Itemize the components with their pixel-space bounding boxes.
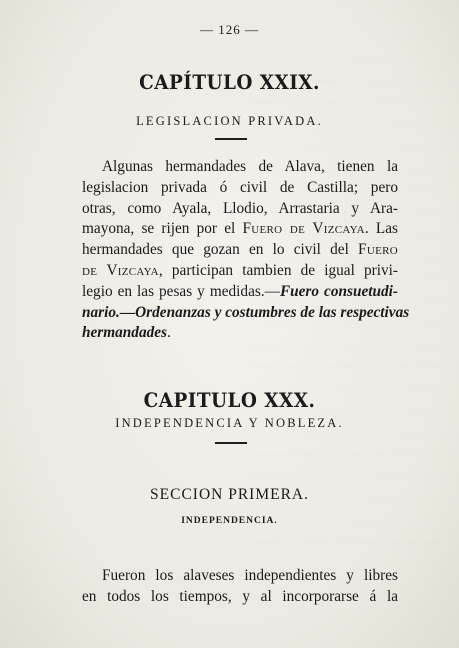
chapter-title-30: CAPITULO XXX. xyxy=(143,388,316,412)
text-span: legio en las pesas y medidas.— xyxy=(82,282,280,300)
text-span: , participan tambien de igual privi- xyxy=(158,261,398,279)
text-line xyxy=(82,240,398,261)
chapter-title-29: CAPÍTULO XXIX. xyxy=(139,70,320,94)
text-line xyxy=(82,178,398,199)
text-line xyxy=(82,261,398,282)
fuero-reference: Fuero de Vizcaya xyxy=(242,220,365,238)
text-span: mayona, se rijen por el xyxy=(82,220,243,238)
text-span: hermandades que gozan en lo civil del xyxy=(82,241,359,259)
text-line xyxy=(82,219,398,240)
text-span: legislacion privada ó civil de Castilla; pero xyxy=(82,178,398,196)
source-citation: hermandades xyxy=(82,324,167,342)
text-line xyxy=(82,587,398,608)
text-span: Algunas hermandades de Alava, tienen la xyxy=(102,158,398,175)
section-heading: SECCION PRIMERA. xyxy=(150,486,309,503)
text-line xyxy=(82,303,410,324)
text-span: . Las xyxy=(364,220,399,238)
text-line xyxy=(82,566,398,587)
section-subheading: INDEPENDENCIA. xyxy=(181,516,278,526)
paragraph-legislacion xyxy=(82,157,410,344)
page-number: — 126 — xyxy=(200,22,259,37)
title-rule xyxy=(215,442,247,444)
text-line xyxy=(82,323,398,344)
source-citation: nario.—Ordenanzas y costumbres de las respectivas xyxy=(82,303,410,321)
title-rule xyxy=(215,138,247,140)
paragraph-independencia xyxy=(82,566,398,608)
text-span: en todos los tiempos, y al incorporarse á la xyxy=(82,587,398,605)
fuero-reference: de Vizcaya xyxy=(82,261,159,279)
text-span: Fueron los alaveses independientes y libres xyxy=(102,567,398,584)
source-citation: Fuero consuetudi- xyxy=(279,282,398,300)
text-span: . xyxy=(167,324,171,342)
text-line xyxy=(82,282,398,303)
fuero-reference: Fuero xyxy=(358,241,398,259)
chapter-subtitle-30: INDEPENDENCIA Y NOBLEZA. xyxy=(115,416,344,430)
chapter-subtitle-29: LEGISLACION PRIVADA. xyxy=(136,114,323,128)
text-line xyxy=(82,199,398,220)
text-span: otras, como Ayala, Llodio, Arrastaria y Ara- xyxy=(82,199,398,217)
text-line xyxy=(82,157,398,178)
